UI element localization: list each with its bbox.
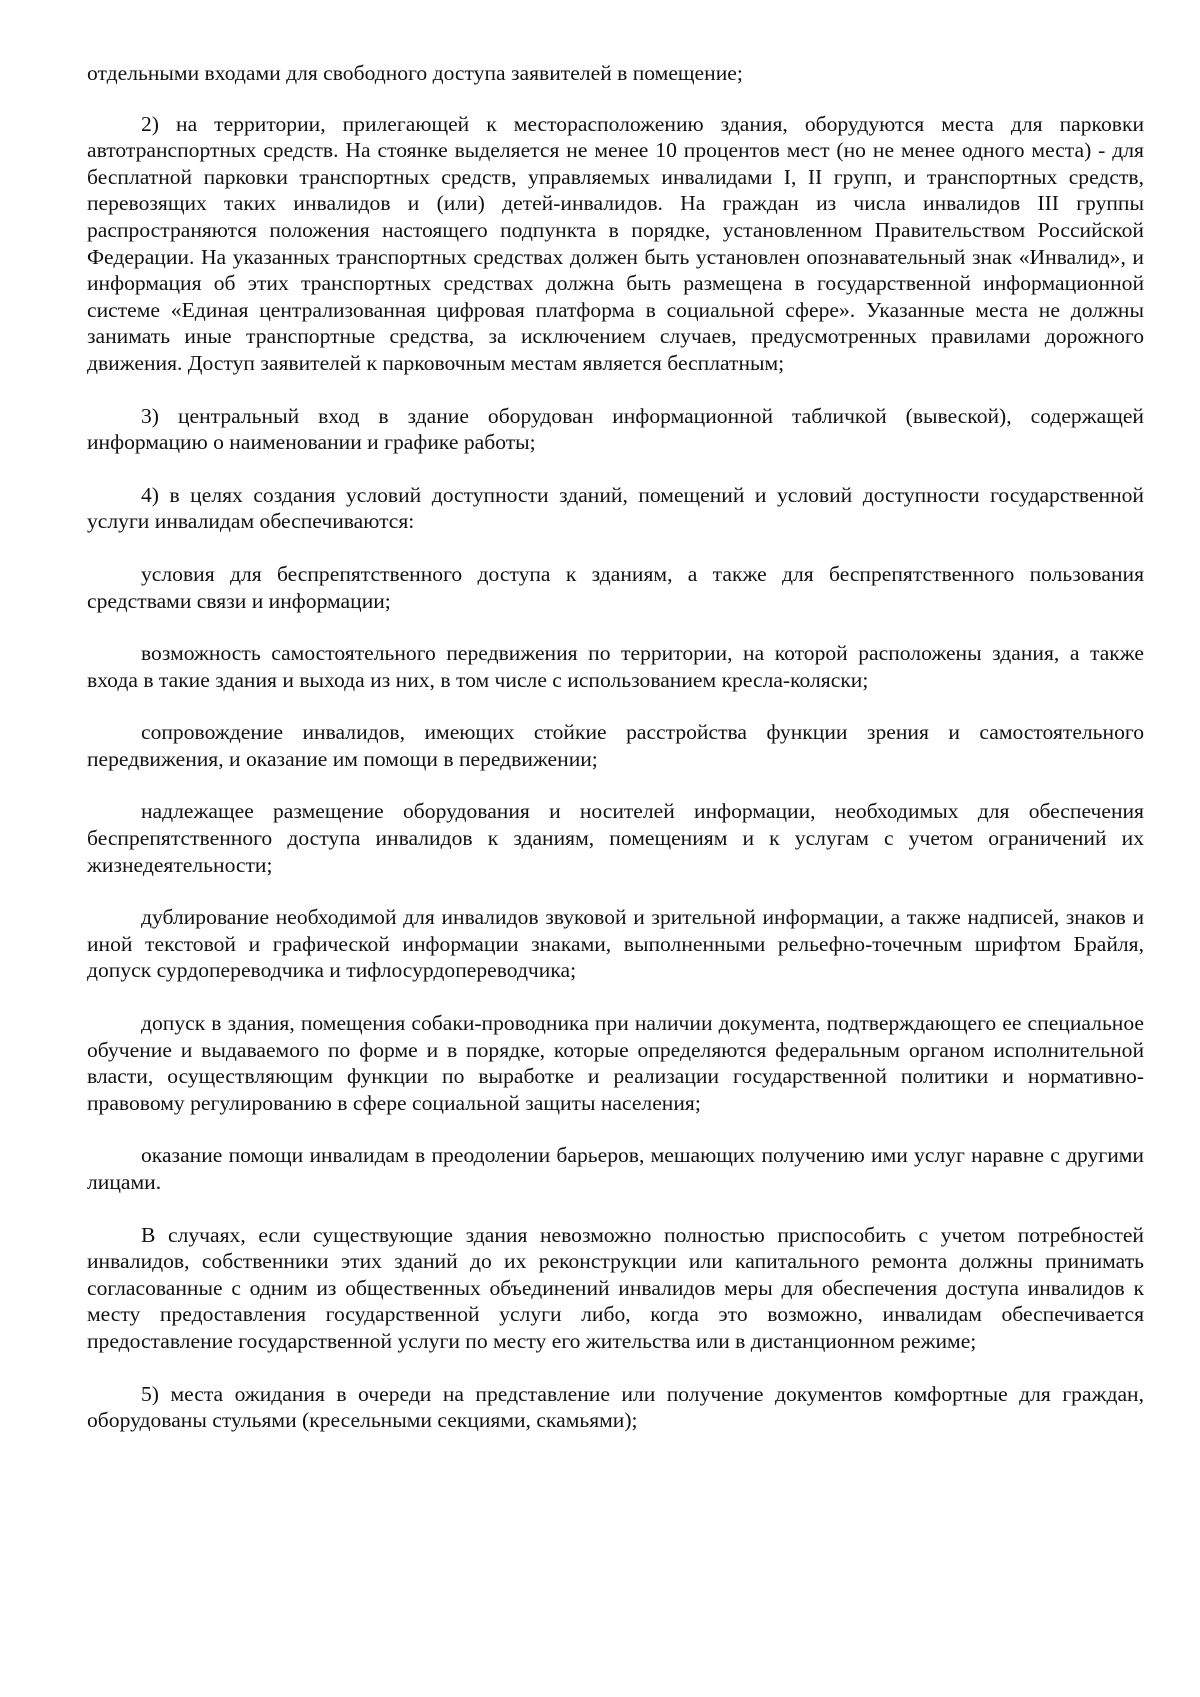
paragraph-gap	[87, 1355, 1144, 1381]
paragraph-existing-buildings: В случаях, если существующие здания невозможно полностью приспособить с учетом потребностей инвалидов, собственники этих зданий до их реконструкции или капитального ремонта должны принимать согласованные с одним из общественных объединений инвалидов меры для обеспечения доступа инвалидов к месту предоставления государственной услуги либо, когда это возможно, инвалидам обеспечивается предоставление государственной услуги по месту его жительства или в дистанционном режиме;	[87, 1222, 1144, 1353]
paragraph-continuation: отдельными входами для свободного доступа заявителей в помещение;	[87, 61, 743, 85]
paragraph-item-2-parking: 2) на территории, прилегающей к месторасположению здания, оборудуются места для парковки автотранспортных средств. На стоянке выделяется не менее 10 процентов мест (но не менее одного места) - для бесплатной парковки транспортных средств, управляемых инвалидами I, II групп, и транспортных средств, перевозящих таких инвалидов и (или) детей-инвалидов. На граждан из числа инвалидов III группы распространяются положения настоящего подпункта в порядке, установленном Правительством Российской Федерации. На указанных транспортных средствах должен быть установлен опознавательный знак «Инвалид», и информация об этих транспортных средствах должна быть размещена в государственной информационной системе «Единая централизованная цифровая платформа в социальной сфере». Указанные места не должны занимать иные транспортные средства, за исключением случаев, предусмотренных правилами дорожного движения. Доступ заявителей к парковочным местам является бесплатным;	[87, 111, 1144, 375]
document-page	[87, 60, 1144, 1434]
paragraph-item-3-entrance: 3) центральный вход в здание оборудован информационной табличкой (вывеской), содержащей информацию о наименовании и графике работы;	[87, 403, 1144, 455]
paragraph-gap	[87, 1196, 1144, 1222]
paragraph-gap	[87, 535, 1144, 561]
paragraph-item-4-accessibility: 4) в целях создания условий доступности зданий, помещений и условий доступности государственной услуги инвалидам обеспечиваются:	[87, 482, 1144, 534]
paragraph-gap	[87, 878, 1144, 904]
paragraph-independent-movement: возможность самостоятельного передвижения по территории, на которой расположены здания, а также входа в такие здания и выхода из них, в том числе с использованием кресла-коляски;	[87, 641, 1144, 692]
paragraph-gap	[87, 693, 1144, 719]
paragraph-item-5-waiting-areas: 5) места ожидания в очереди на представление или получение документов комфортные для граждан, оборудованы стульями (кресельными секциями, скамьями);	[87, 1381, 1144, 1433]
paragraph-gap	[87, 1116, 1144, 1142]
paragraph-equipment-placement: надлежащее размещение оборудования и носителей информации, необходимых для обеспечения беспрепятственного доступа инвалидов к зданиям, помещениям и к услугам с учетом ограничений их жизнедеятельности;	[87, 799, 1144, 877]
paragraph-information-duplication: дублирование необходимой для инвалидов звуковой и зрительной информации, а также надписей, знаков и иной текстовой и графической информации знаками, выполненными рельефно-точечным шрифтом Брайля, допуск сурдопереводчика и тифлосурдопереводчика;	[87, 905, 1144, 983]
paragraph-gap	[87, 614, 1144, 640]
paragraph-escort: сопровождение инвалидов, имеющих стойкие расстройства функции зрения и самостоятельного передвижения, и оказание им помощи в передвижении;	[87, 720, 1144, 771]
paragraph-access-conditions: условия для беспрепятственного доступа к зданиям, а также для беспрепятственного пользования средствами связи и информации;	[87, 561, 1144, 613]
paragraph-barrier-assistance: оказание помощи инвалидам в преодолении барьеров, мешающих получению ими услуг наравне с другими лицами.	[87, 1143, 1144, 1194]
paragraph-guide-dog: допуск в здания, помещения собаки-проводника при наличии документа, подтверждающего ее специальное обучение и выдаваемого по форме и в порядке, которые определяются федеральным органом исполнительной власти, осуществляющим функции по выработке и реализации государственной политики и нормативно-правовому регулированию в сфере социальной защиты населения;	[87, 1011, 1144, 1115]
paragraph-gap	[87, 87, 1144, 111]
paragraph-gap	[87, 456, 1144, 482]
paragraph-gap	[87, 377, 1144, 403]
paragraph-gap	[87, 984, 1144, 1010]
paragraph-gap	[87, 772, 1144, 798]
